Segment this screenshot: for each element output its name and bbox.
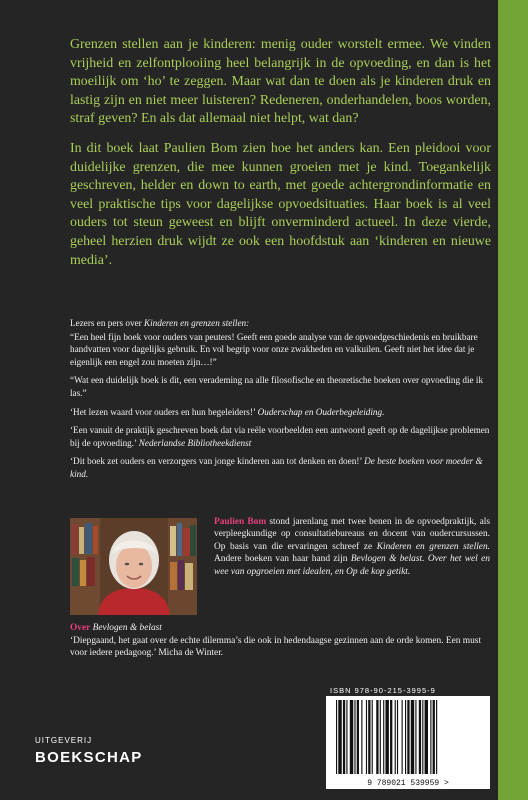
barcode — [326, 696, 490, 778]
barcode-bar — [405, 700, 406, 774]
review-source: Ouderschap en Ouderbegeleiding. — [257, 406, 385, 417]
barcode-bar — [350, 700, 353, 774]
barcode-bar — [425, 700, 428, 774]
reviews-lead-title: Kinderen en grenzen stellen: — [143, 318, 250, 328]
barcode-bar — [415, 700, 416, 774]
author-bio-title: Kinderen en grenzen stellen. — [376, 541, 490, 552]
review-quote: ‘Een vanuit de praktijk geschreven boek dat via reële voorbeelden een antwoord geeft op de dagelijkse problemen bij de opvoeding.’ — [70, 425, 490, 448]
barcode-bar — [346, 700, 347, 774]
barcode-bar — [354, 700, 355, 774]
barcode-bar — [419, 700, 421, 774]
barcode-bar — [436, 700, 437, 774]
review-quote: ‘Dit boek zet ouders en verzorgers van jonge kinderen aan tot denken en doen!’ — [70, 456, 365, 467]
barcode-bar — [366, 700, 367, 774]
review-quote: “Een heel fijn boek voor ouders van peuters! Geeft een goede analyse van de opvoedgeschiedenis en bruikbare handvatten voor dagelijks gebruik. En vol begrip voor onze zwakheden en valkuilen. Geeft niet het idee dat je eigenlijk een engel zou moeten zijn…!” — [70, 331, 478, 367]
review-item — [70, 374, 491, 399]
review-source: De beste boeken voor moeder & kind. — [70, 456, 483, 479]
author-bio-books: Bevlogen & belast. Over het wel en wee van opgroeien met idealen, en Op de kop getikt. — [214, 554, 490, 577]
barcode-bar — [343, 700, 345, 774]
barcode-bar — [336, 700, 337, 774]
blurb-intro — [70, 36, 491, 270]
blurb-paragraph-2: In dit boek laat Paulien Bom zien hoe het anders kan. Een pleidooi voor duidelijke grenzen, die mee kunnen groeien met je kind. Toegankelijk geschreven, helder en down to earth, met goede achtergrondinformatie en veel praktische tips voor dagelijkse opvoedsituaties. Haar boek is al veel ouders tot steun geweest en blijft onverminderd actueel. In deze vierde, geheel herzien druk wijdt ze ook een hoofdstuk aan ‘kinderen en nieuwe media’. — [70, 140, 491, 268]
over-heading — [70, 622, 490, 635]
barcode-bar — [376, 700, 378, 774]
review-quote: “Wat een duidelijk boek is dit, een verademing na alle filosofische en theoretische boeken over opvoeding die ik las.” — [70, 375, 484, 398]
reviews-section — [70, 317, 491, 487]
author-bio-text-1: stond jarenlang met twee benen in de opvoedpraktijk, als verpleegkundige op consultatiebureaus en docent van oudercursussen. Op basis van die ervaringen schreef ze — [214, 517, 490, 552]
over-review — [70, 622, 490, 660]
barcode-bar — [385, 700, 388, 774]
author-photo — [70, 518, 197, 615]
publisher-logo: BOEKSCHAP — [35, 749, 143, 766]
reviews-lead-text: Lezers en pers over — [70, 318, 144, 328]
review-item — [70, 406, 491, 419]
over-attribution: Micha de Winter. — [158, 648, 224, 659]
isbn-label: ISBN 978-90-215-3995-9 — [330, 686, 436, 695]
over-label: Over — [70, 623, 91, 633]
barcode-bar — [372, 700, 373, 774]
barcode-bar — [390, 700, 392, 774]
review-quote: ‘Het lezen waard voor ouders en hun begeleiders!’ — [70, 406, 258, 417]
author-name: Paulien Bom — [214, 517, 267, 527]
review-item — [70, 331, 491, 369]
barcode-bar — [368, 700, 370, 774]
barcode-bar — [430, 700, 431, 774]
barcode-bar — [383, 700, 384, 774]
publisher-prefix: UITGEVERIJ — [35, 736, 93, 745]
barcode-bar — [397, 700, 398, 774]
barcode-bars — [326, 696, 490, 778]
over-quote: ‘Diepgaand, het gaat over de echte dilemma’s die ook in hedendaagse gezinnen aan de orde komen. Een must voor iedere pedagoog.’ — [70, 635, 482, 659]
barcode-bar — [433, 700, 435, 774]
barcode-bar — [407, 700, 409, 774]
review-source: Nederlandse Bibliotheekdienst — [138, 437, 252, 448]
author-bio — [214, 516, 490, 578]
blurb-paragraph-1: Grenzen stellen aan je kinderen: menig ouder worstelt ermee. We vinden vrijheid en zelfontplooiing heel belangrijk in de opvoeding, en dan is het moeilijk om ‘ho’ te zeggen. Maar wat dan te doen als je kinderen druk en lastig zijn en niet meer luisteren? Redeneren, onderhandelen, boos worden, straf geven? En als dat allemaal niet helpt, wat dan? — [70, 37, 491, 127]
reviews-lead — [70, 317, 491, 330]
barcode-bar — [338, 700, 341, 774]
barcode-bar — [361, 700, 362, 774]
barcode-bar — [395, 700, 396, 774]
spine-green-bar — [498, 0, 528, 800]
over-quote-line — [70, 635, 490, 660]
barcode-bar — [357, 700, 359, 774]
barcode-digits: 9 789021 539959 > — [326, 778, 490, 789]
review-item — [70, 455, 491, 480]
barcode-bar — [380, 700, 381, 774]
barcode-bar — [402, 700, 403, 774]
barcode-bar — [422, 700, 423, 774]
over-book-title: Bevlogen & belast — [92, 623, 162, 633]
barcode-bar — [411, 700, 414, 774]
review-item — [70, 424, 491, 449]
author-portrait-image — [70, 518, 197, 615]
author-bio-text-2: Andere boeken van haar hand zijn — [214, 554, 351, 565]
